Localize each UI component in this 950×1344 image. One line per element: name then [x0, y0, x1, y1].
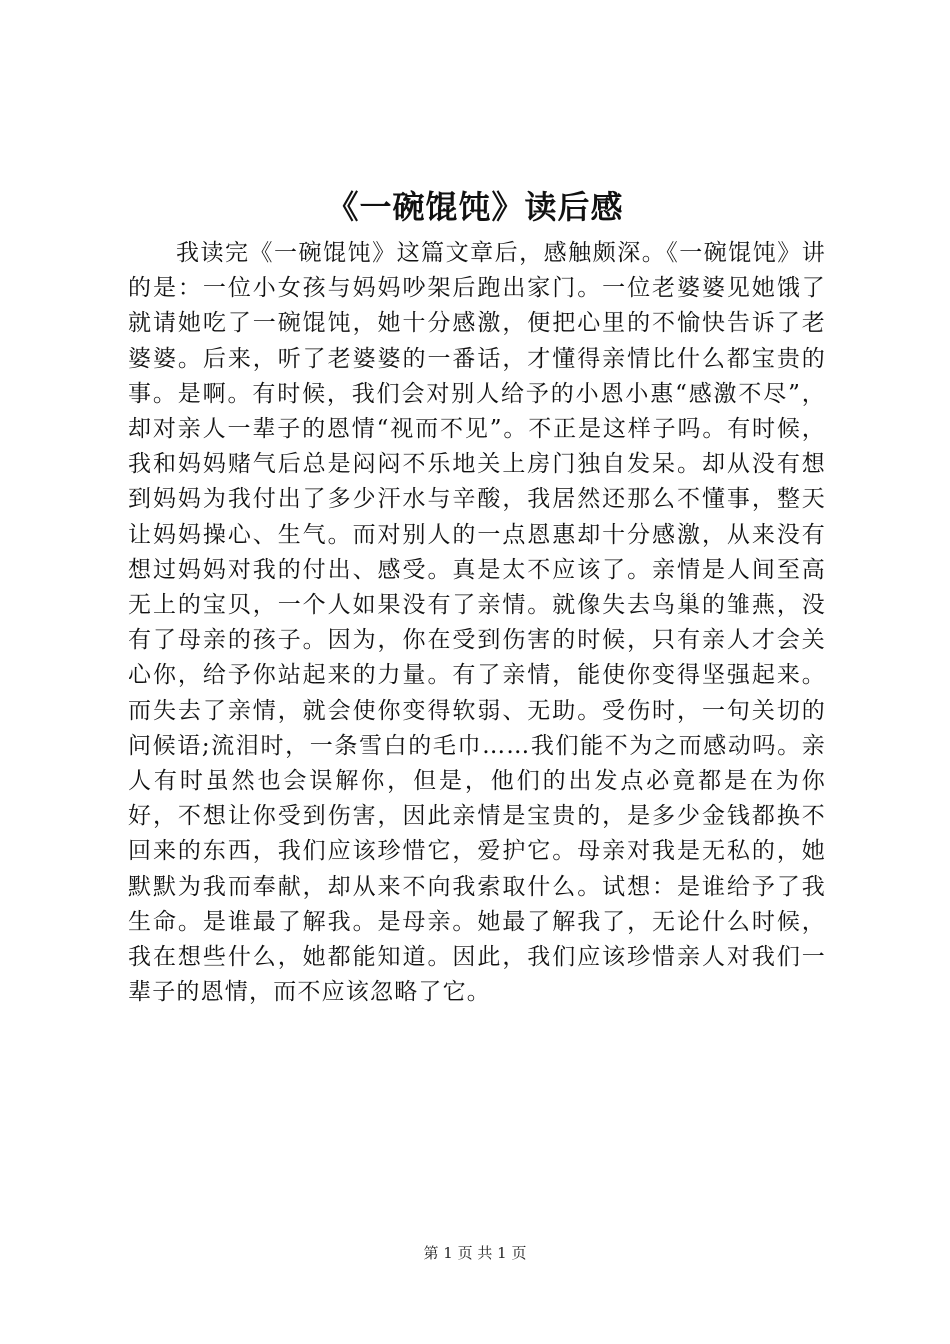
page-footer: 第 1 页 共 1 页 — [423, 1244, 527, 1262]
document-title: 《一碗馄饨》读后感 — [326, 188, 624, 226]
body-paragraph: 我读完《一碗馄饨》这篇文章后，感触颇深。《一碗馄饨》讲的是：一位小女孩与妈妈吵架后跑出家门。一位老婆婆见她饿了就请她吃了一碗馄饨，她十分感激，便把心里的不愉快告诉了老婆婆。后来，听了老婆婆的一番话，才懂得亲情比什么都宝贵的事。是啊。有时候，我们会对别人给予的小恩小惠“感激不尽”，却对亲人一辈子的恩情“视而不见”。不正是这样子吗。有时候，我和妈妈赌气后总是闷闷不乐地关上房门独自发呆。却从没有想到妈妈为我付出了多少汗水与辛酸，我居然还那么不懂事，整天让妈妈操心、生气。而对别人的一点恩惠却十分感激，从来没有想过妈妈对我的付出、感受。真是太不应该了。亲情是人间至高无上的宝贝，一个人如果没有了亲情。就像失去鸟巢的雏燕，没有了母亲的孩子。因为，你在受到伤害的时候，只有亲人才会关心你，给予你站起来的力量。有了亲情，能使你变得坚强起来。而失去了亲情，就会使你变得软弱、无助。受伤时，一句关切的问候语;流泪时，一条雪白的毛巾……我们能不为之而感动吗。亲人有时虽然也会误解你，但是，他们的出发点必竟都是在为你好，不想让你受到伤害，因此亲情是宝贵的，是多少金钱都换不回来的东西，我们应该珍惜它，爱护它。母亲对我是无私的，她默默为我而奉献，却从来不向我索取什么。试想：是谁给予了我生命。是谁最了解我。是母亲。她最了解我了，无论什么时候，我在想些什么，她都能知道。因此，我们应该珍惜亲人对我们一辈子的恩情，而不应该忽略了它。 — [128, 240, 826, 1006]
